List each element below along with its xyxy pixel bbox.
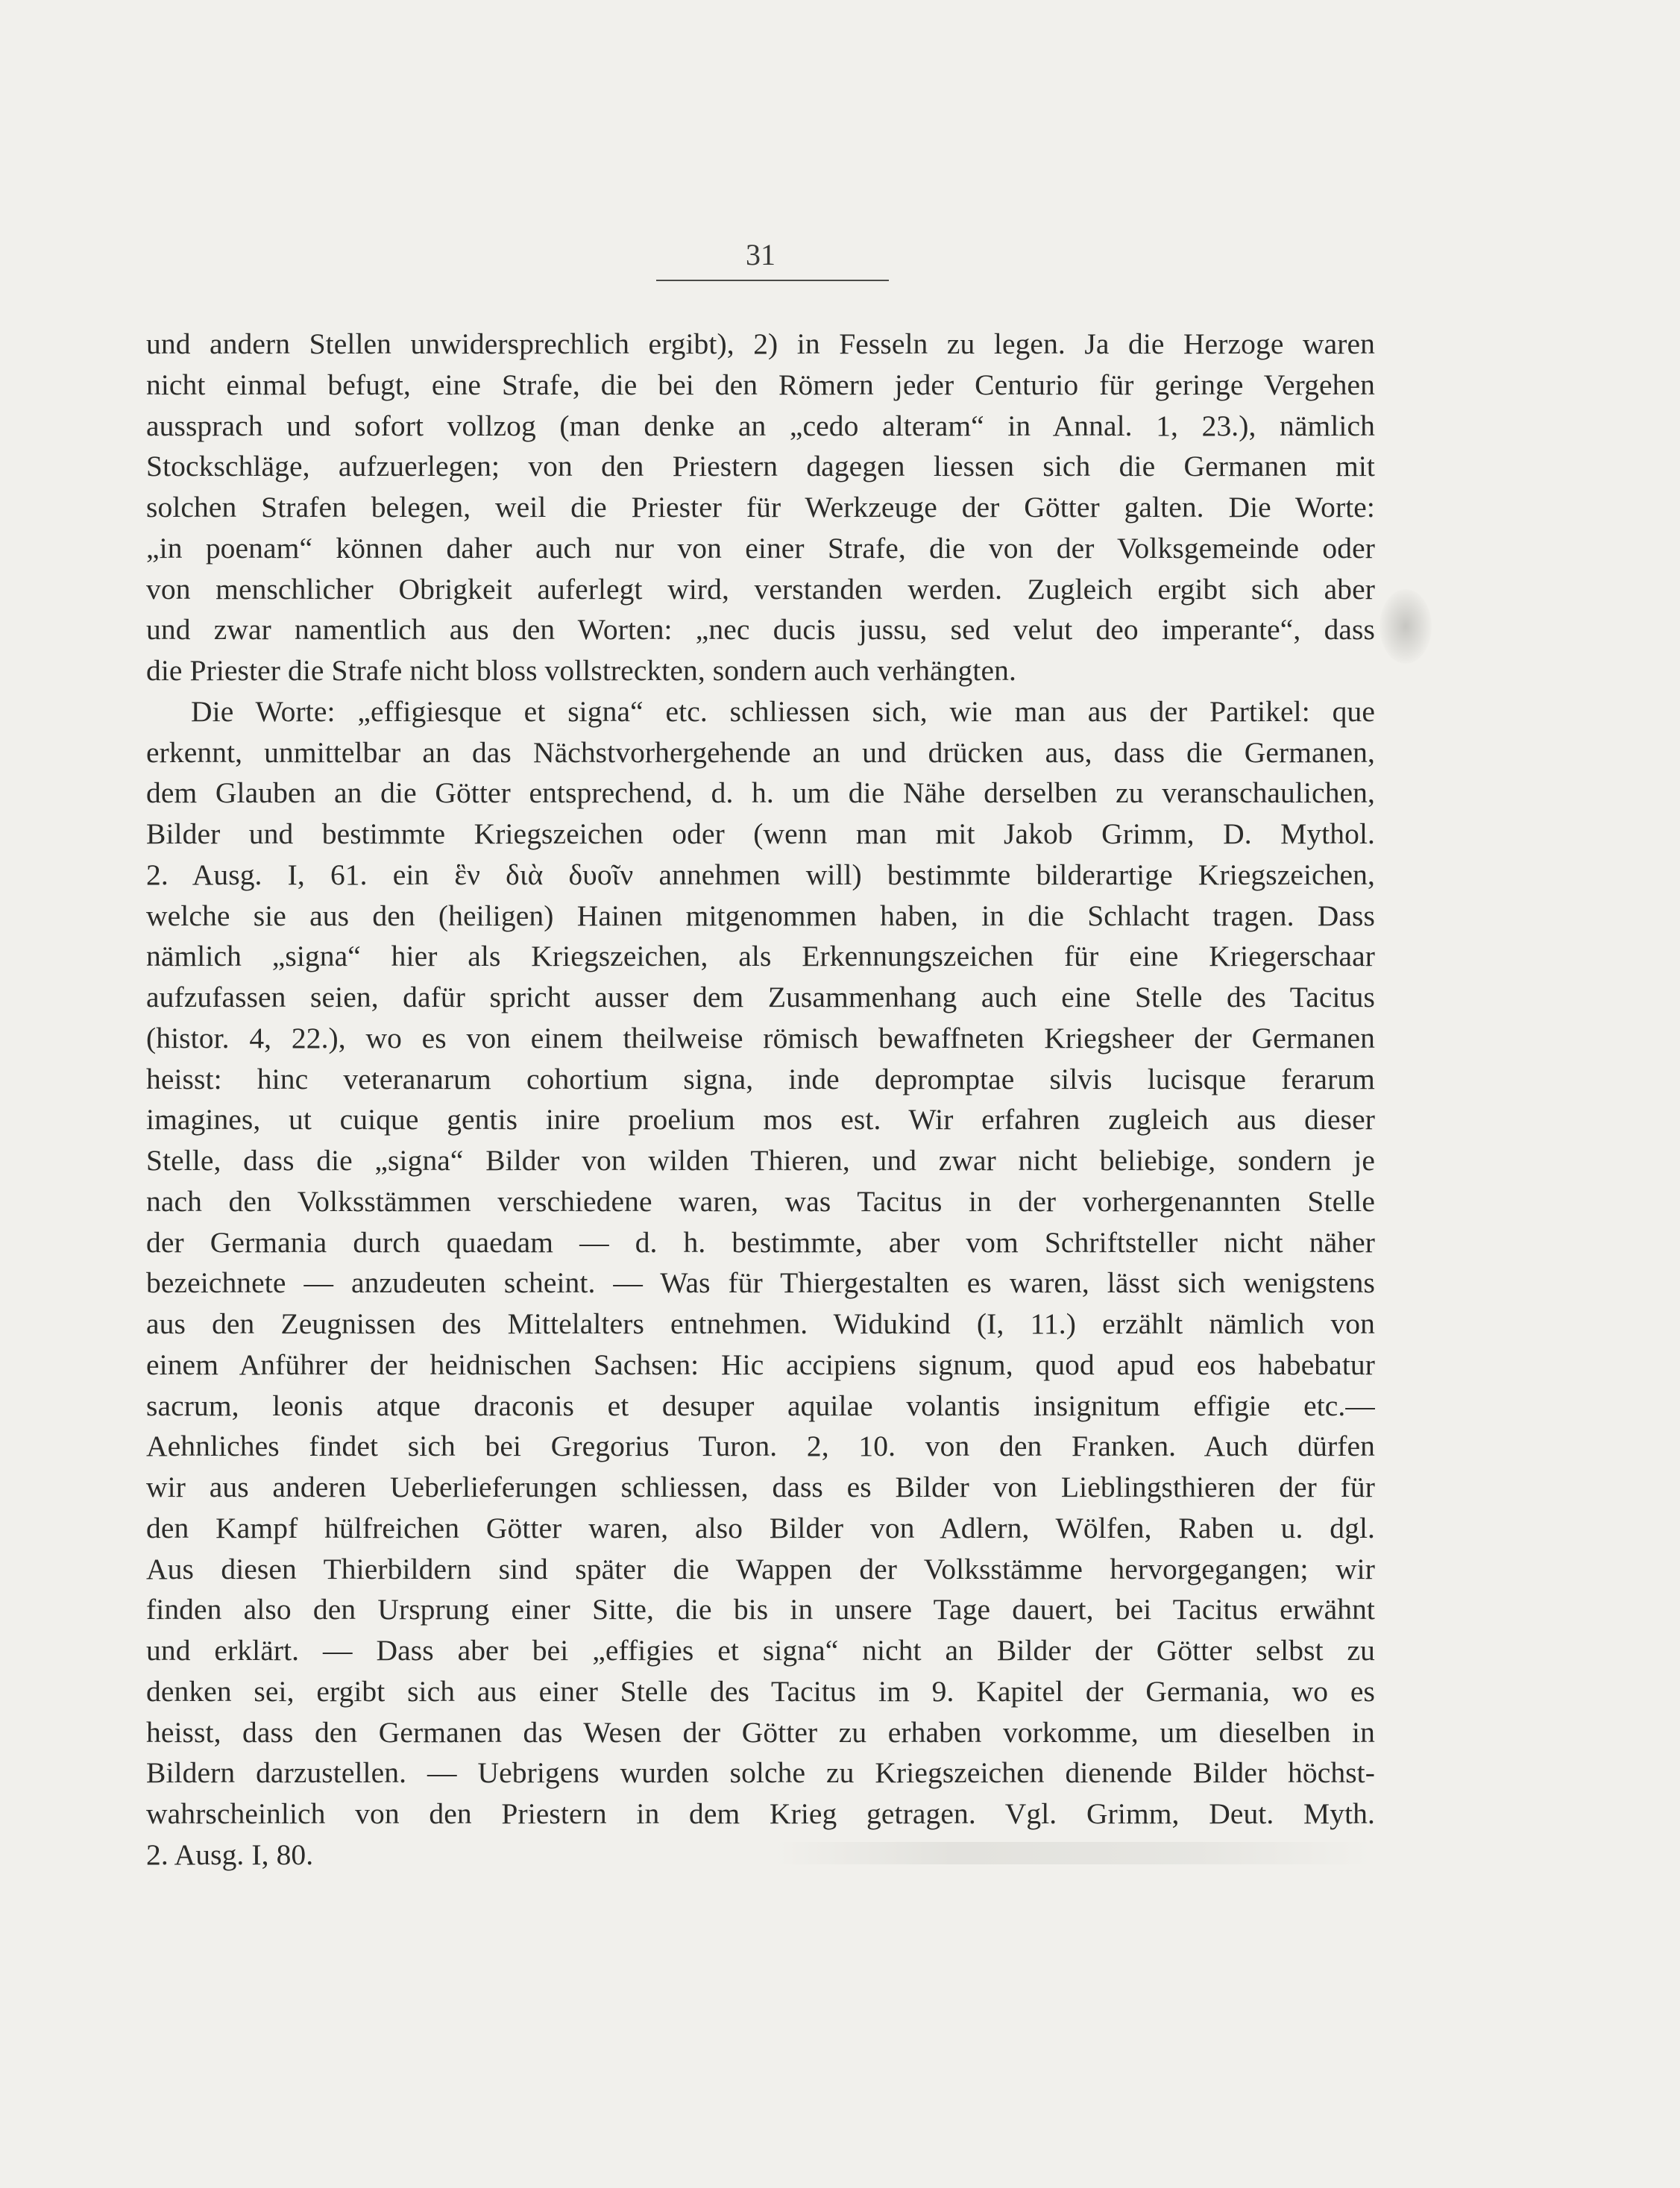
text-line: den Kampf hülfreichen Götter waren, also Bilder von Adlern, Wölfen, Raben u. dgl.	[146, 1511, 1375, 1544]
text-line: aus den Zeugnissen des Mittelalters entnehmen. Widukind (I, 11.) erzählt nämlich von	[146, 1307, 1375, 1340]
text-line: und zwar namentlich aus den Worten: „nec ducis jussu, sed velut deo imperante“, dass	[146, 613, 1375, 647]
body-text	[146, 324, 1375, 1876]
text-line: aufzufassen seien, dafür spricht ausser dem Zusammenhang auch eine Stelle des Tacitus	[146, 981, 1375, 1013]
text-line: von menschlicher Obrigkeit auferlegt wird, verstanden werden. Zugleich ergibt sich aber	[146, 572, 1375, 606]
text-line: heisst: hinc veteranarum cohortium signa, inde depromptae silvis lucisque ferarum	[146, 1062, 1375, 1095]
text-line: „in poenam“ können daher auch nur von einer Strafe, die von der Volksgemeinde oder	[146, 531, 1375, 565]
text-line: nämlich „signa“ hier als Kriegszeichen, als Erkennungszeichen für eine Kriegerschaar	[146, 940, 1375, 973]
text-line: (histor. 4, 22.), wo es von einem theilweise römisch bewaffneten Kriegsheer der Germanen	[146, 1021, 1375, 1054]
text-line: solchen Strafen belegen, weil die Priester für Werkzeuge der Götter galten. Die Worte:	[146, 491, 1375, 524]
text-line: imagines, ut cuique gentis inire proelium mos est. Wir erfahren zugleich aus dieser	[146, 1103, 1375, 1137]
text-line: Bilder und bestimmte Kriegszeichen oder (wenn man mit Jakob Grimm, D. Mythol.	[146, 817, 1375, 850]
text-line: erkennt, unmittelbar an das Nächstvorhergehende an und drücken aus, dass die Germanen,	[146, 735, 1375, 769]
paragraph-start-line: Die Worte: „effigiesque et signa“ etc. schliessen sich, wie man aus der Partikel: que	[191, 694, 1375, 728]
text-line: bezeichnete — anzudeuten scheint. — Was für Thiergestalten es waren, lässt sich wenigstens	[146, 1266, 1375, 1300]
text-line: denken sei, ergibt sich aus einer Stelle des Tacitus im 9. Kapitel der Germania, wo es	[146, 1674, 1375, 1708]
text-line: wahrscheinlich von den Priestern in dem Krieg getragen. Vgl. Grimm, Deut. Myth.	[146, 1797, 1375, 1830]
text-line: finden also den Ursprung einer Sitte, die bis in unsere Tage dauert, bei Tacitus erwähnt	[146, 1593, 1375, 1626]
text-line: Stelle, dass die „signa“ Bilder von wilden Thieren, und zwar nicht beliebige, sondern je	[146, 1144, 1375, 1177]
text-line: nicht einmal befugt, eine Strafe, die bei den Römern jeder Centurio für geringe Vergehen	[146, 368, 1375, 401]
header-rule	[656, 280, 889, 281]
text-line: welche sie aus den (heiligen) Hainen mitgenommen haben, in die Schlacht tragen. Dass	[146, 899, 1375, 932]
text-line: heisst, dass den Germanen das Wesen der Götter zu erhaben vorkomme, um dieselben in	[146, 1715, 1375, 1749]
text-line: Aus diesen Thierbildern sind später die Wappen der Volksstämme hervorgegangen; wir	[146, 1552, 1375, 1585]
text-line: Stockschläge, aufzuerlegen; von den Priestern dagegen liessen sich die Germanen mit	[146, 450, 1375, 483]
text-line: dem Glauben an die Götter entsprechend, d. h. um die Nähe derselben zu veranschaulichen,	[146, 776, 1375, 810]
bleed-through-shadow	[775, 1842, 1372, 1864]
text-line: und erklärt. — Dass aber bei „effigies et signa“ nicht an Bilder der Götter selbst zu	[146, 1634, 1375, 1667]
text-line: aussprach und sofort vollzog (man denke an „cedo alteram“ in Annal. 1, 23.), nämlich	[146, 409, 1375, 442]
text-line: 2. Ausg. I, 61. ein ἓν διὰ δυοῖν annehmen will) bestimmte bilderartige Kriegszeichen,	[146, 858, 1375, 891]
paper-smudge	[1379, 589, 1432, 664]
text-line: nach den Volksstämmen verschiedene waren, was Tacitus in der vorhergenannten Stelle	[146, 1184, 1375, 1218]
text-line: Aehnliches findet sich bei Gregorius Turon. 2, 10. von den Franken. Auch dürfen	[146, 1430, 1375, 1463]
page-number: 31	[746, 238, 775, 271]
text-line: und andern Stellen unwidersprechlich ergibt), 2) in Fesseln zu legen. Ja die Herzoge waren	[146, 327, 1375, 360]
text-line: Bildern darzustellen. — Uebrigens wurden solche zu Kriegszeichen dienende Bilder höchst-	[146, 1756, 1375, 1790]
text-line: 2. Ausg. I, 80.	[146, 1838, 314, 1871]
text-line: der Germania durch quaedam — d. h. bestimmte, aber vom Schriftsteller nicht näher	[146, 1225, 1375, 1259]
text-line: sacrum, leonis atque draconis et desuper aquilae volantis insignitum effigie etc.—	[146, 1389, 1375, 1422]
text-line: einem Anführer der heidnischen Sachsen: Hic accipiens signum, quod apud eos habebatur	[146, 1348, 1375, 1381]
text-line: die Priester die Strafe nicht bloss vollstreckten, sondern auch verhängten.	[146, 654, 1016, 687]
text-line: wir aus anderen Ueberlieferungen schliessen, dass es Bilder von Lieblingsthieren der für	[146, 1471, 1375, 1503]
